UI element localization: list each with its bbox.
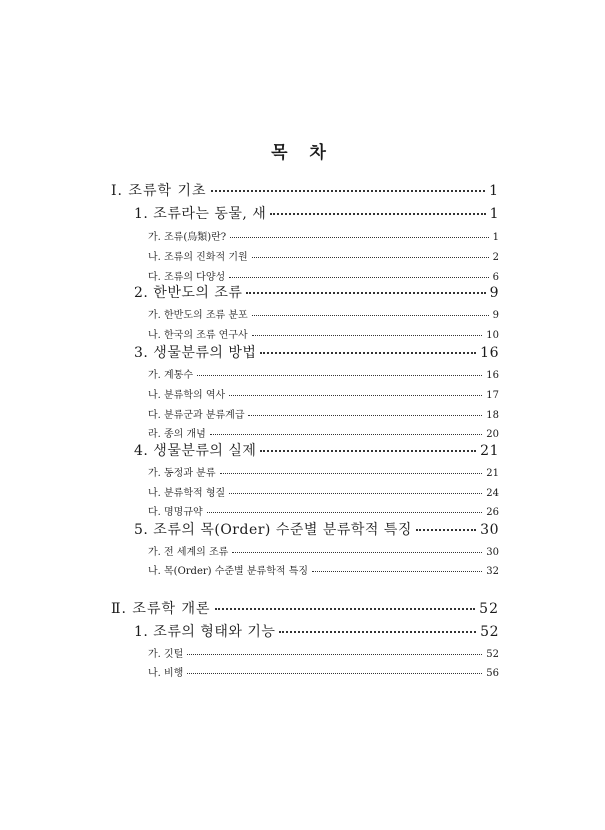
- dot-leader: [207, 512, 483, 513]
- toc-page-number: 21: [480, 443, 499, 459]
- dot-leader: [187, 654, 482, 655]
- toc-label: 나. 조류의 진화적 기원: [148, 252, 248, 263]
- dot-leader: [252, 315, 489, 316]
- toc-entry-section[interactable]: [148, 228, 499, 243]
- toc-entry-section[interactable]: [148, 425, 499, 440]
- toc-entry-chapter[interactable]: [134, 203, 499, 223]
- dot-leader: [215, 608, 476, 610]
- toc-label: 나. 분류학의 역사: [148, 390, 226, 401]
- toc-label: 1. 조류의 형태와 기능: [134, 624, 276, 640]
- toc-entry-section[interactable]: [148, 543, 499, 558]
- dot-leader: [187, 673, 482, 674]
- toc-label: Ⅱ. 조류학 개론: [111, 601, 211, 617]
- toc-label: 3. 생물분류의 방법: [134, 345, 257, 361]
- toc-page-number: 52: [479, 601, 499, 617]
- toc-entry-section[interactable]: [148, 464, 499, 479]
- toc-page-number: 18: [486, 410, 499, 421]
- toc-label: 다. 분류군과 분류계급: [148, 410, 245, 421]
- toc-page-number: 10: [486, 330, 499, 341]
- toc-label: 2. 한반도의 조류: [134, 285, 243, 301]
- toc-entry-section[interactable]: [148, 366, 499, 381]
- toc-entry-section[interactable]: [148, 484, 499, 499]
- dot-leader: [312, 571, 482, 572]
- toc-label: 라. 종의 개념: [148, 429, 206, 440]
- toc-label: 가. 전 세계의 조류: [148, 547, 229, 558]
- toc-entry-section[interactable]: [148, 386, 499, 401]
- dot-leader: [260, 450, 476, 452]
- dot-leader: [416, 529, 476, 531]
- toc-entry-chapter[interactable]: [134, 440, 499, 460]
- dot-leader: [232, 552, 482, 553]
- dot-leader: [229, 395, 482, 396]
- toc-page-number: 17: [486, 390, 499, 401]
- toc-entry-part-2[interactable]: [111, 598, 499, 618]
- toc-entry-section[interactable]: [148, 664, 499, 679]
- toc-page-number: 20: [486, 429, 499, 440]
- toc-entry-section[interactable]: [148, 268, 499, 283]
- toc-page-number: 16: [486, 370, 499, 381]
- toc-page-number: 16: [480, 345, 499, 361]
- toc-entry-section[interactable]: [148, 503, 499, 518]
- toc-page-number: 9: [489, 285, 499, 301]
- toc-label: 다. 명명규약: [148, 507, 203, 518]
- dot-leader: [220, 473, 483, 474]
- toc-page-number: 30: [480, 522, 499, 538]
- toc-entry-chapter[interactable]: [134, 282, 499, 302]
- page-title: 목 차: [271, 143, 334, 163]
- toc-label: Ⅰ. 조류학 기초: [111, 183, 207, 199]
- toc-entry-section[interactable]: [148, 562, 499, 577]
- toc-label: 4. 생물분류의 실제: [134, 443, 257, 459]
- toc-page-number: 1: [489, 206, 499, 222]
- toc-page-number: 21: [486, 468, 499, 479]
- dot-leader: [252, 335, 483, 336]
- toc-page-number: 52: [480, 624, 499, 640]
- toc-page-number: 1: [492, 232, 499, 243]
- toc-page-number: 6: [492, 272, 499, 283]
- toc-label: 나. 한국의 조류 연구사: [148, 330, 248, 341]
- toc-entry-section[interactable]: [148, 645, 499, 660]
- dot-leader: [197, 375, 482, 376]
- toc-label: 1. 조류라는 동물, 새: [134, 206, 267, 222]
- toc-entry-section[interactable]: [148, 248, 499, 263]
- dot-leader: [230, 237, 488, 238]
- toc-entry-section[interactable]: [148, 306, 499, 321]
- toc-label: 나. 분류학적 형질: [148, 488, 226, 499]
- toc-page-number: 30: [486, 547, 499, 558]
- toc-page-number: 32: [486, 566, 499, 577]
- toc-label: 가. 조류(鳥類)란?: [148, 232, 227, 243]
- toc-label: 5. 조류의 목(Order) 수준별 분류학적 특징: [134, 522, 412, 538]
- dot-leader: [270, 213, 485, 215]
- toc-entry-section[interactable]: [148, 326, 499, 341]
- toc-entry-part-1[interactable]: [111, 180, 499, 200]
- toc-page-number: 26: [486, 507, 499, 518]
- toc-page-number: 9: [492, 310, 499, 321]
- toc-page-number: 1: [489, 183, 499, 199]
- toc-label: 가. 계통수: [148, 370, 193, 381]
- toc-entry-section[interactable]: [148, 406, 499, 421]
- dot-leader: [246, 292, 485, 294]
- toc-page-number: 56: [486, 668, 499, 679]
- toc-label: 다. 조류의 다양성: [148, 272, 226, 283]
- toc-label: 가. 한반도의 조류 분포: [148, 310, 248, 321]
- toc-label: 가. 동정과 분류: [148, 468, 216, 479]
- toc-entry-chapter[interactable]: [134, 519, 499, 539]
- toc-page-number: 52: [486, 649, 499, 660]
- dot-leader: [279, 631, 476, 633]
- toc-page-number: 2: [492, 252, 499, 263]
- toc-page-number: 24: [486, 488, 499, 499]
- dot-leader: [260, 352, 476, 354]
- dot-leader: [229, 493, 482, 494]
- toc-entry-chapter[interactable]: [134, 342, 499, 362]
- dot-leader: [248, 415, 482, 416]
- dot-leader: [252, 257, 489, 258]
- toc-label: 나. 목(Order) 수준별 분류학적 특징: [148, 566, 309, 577]
- dot-leader: [211, 190, 486, 192]
- dot-leader: [210, 434, 482, 435]
- toc-entry-chapter[interactable]: [134, 621, 499, 641]
- dot-leader: [229, 277, 488, 278]
- toc-label: 가. 깃털: [148, 649, 184, 660]
- toc-label: 나. 비행: [148, 668, 184, 679]
